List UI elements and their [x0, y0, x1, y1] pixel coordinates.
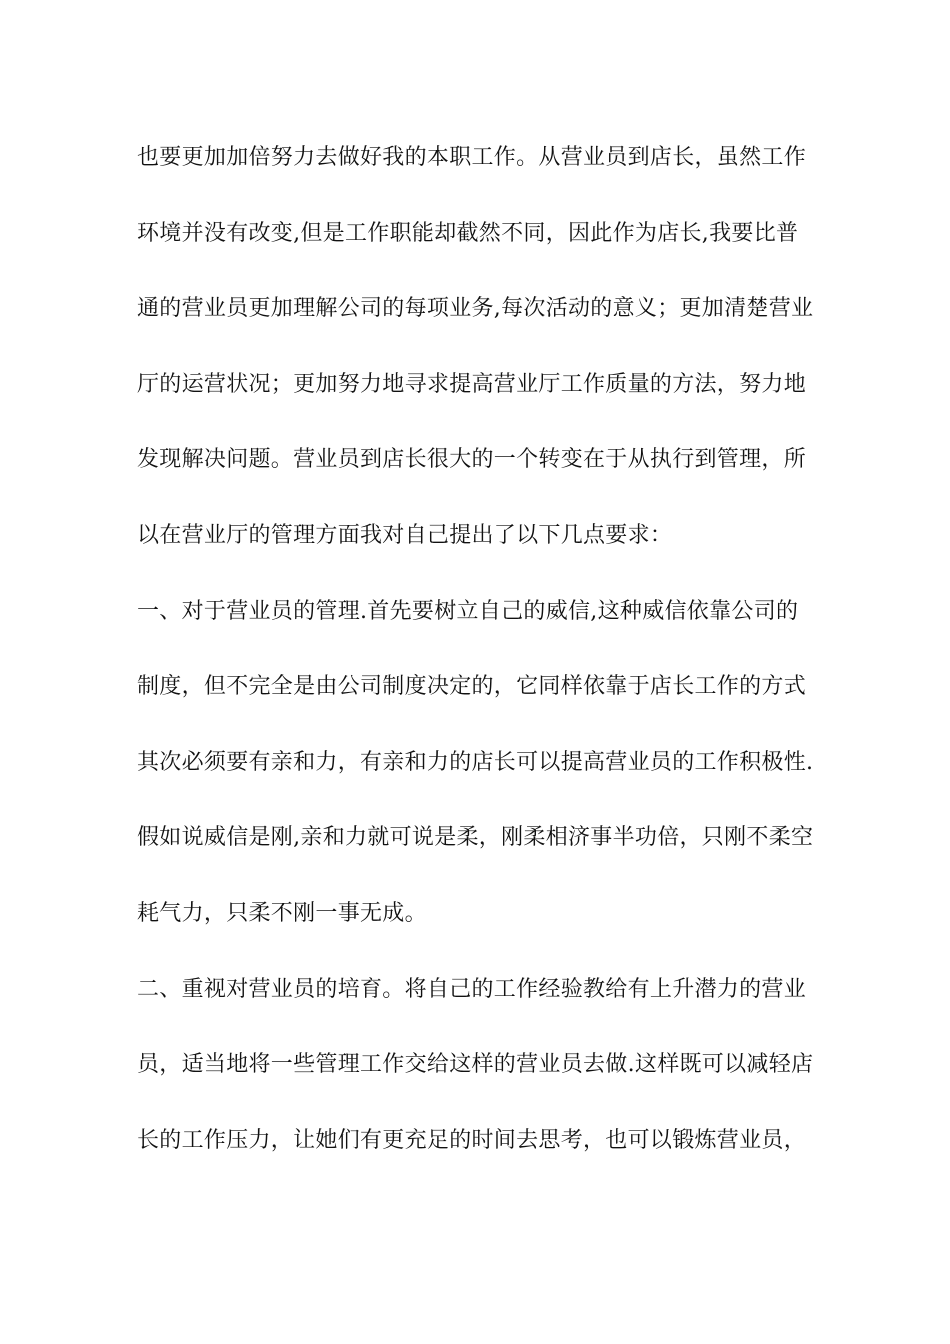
- text-line: 二、重视对营业员的培育。将自己的工作经验教给有上升潜力的营业: [137, 976, 807, 1002]
- text-line: 通的营业员更加理解公司的每项业务,每次活动的意义；更加清楚营业: [137, 296, 814, 322]
- text-line: 员，适当地将一些管理工作交给这样的营业员去做.这样既可以减轻店: [137, 1052, 814, 1078]
- text-line: 发现解决问题。营业员到店长很大的一个转变在于从执行到管理，所: [137, 447, 807, 473]
- text-line: 环境并没有改变,但是工作职能却截然不同，因此作为店长,我要比普: [137, 220, 799, 246]
- document-body: [137, 143, 817, 1201]
- text-line: 制度，但不完全是由公司制度决定的，它同样依靠于店长工作的方式: [137, 674, 807, 700]
- text-line: 假如说威信是刚,亲和力就可说是柔，刚柔相济事半功倍，只刚不柔空: [137, 825, 814, 851]
- text-line: 其次必须要有亲和力，有亲和力的店长可以提高营业员的工作积极性.: [137, 749, 814, 775]
- text-line: 长的工作压力，让她们有更充足的时间去思考，也可以锻炼营业员，: [137, 1127, 807, 1153]
- text-line: 一、对于营业员的管理.首先要树立自己的威信,这种威信依靠公司的: [137, 598, 799, 624]
- text-line: 厅的运营状况；更加努力地寻求提高营业厅工作质量的方法，努力地: [137, 371, 807, 397]
- text-line: 以在营业厅的管理方面我对自己提出了以下几点要求：: [137, 522, 673, 548]
- text-line: 耗气力，只柔不刚一事无成。: [137, 900, 427, 926]
- text-line: 也要更加加倍努力去做好我的本职工作。从营业员到店长，虽然工作: [137, 145, 807, 170]
